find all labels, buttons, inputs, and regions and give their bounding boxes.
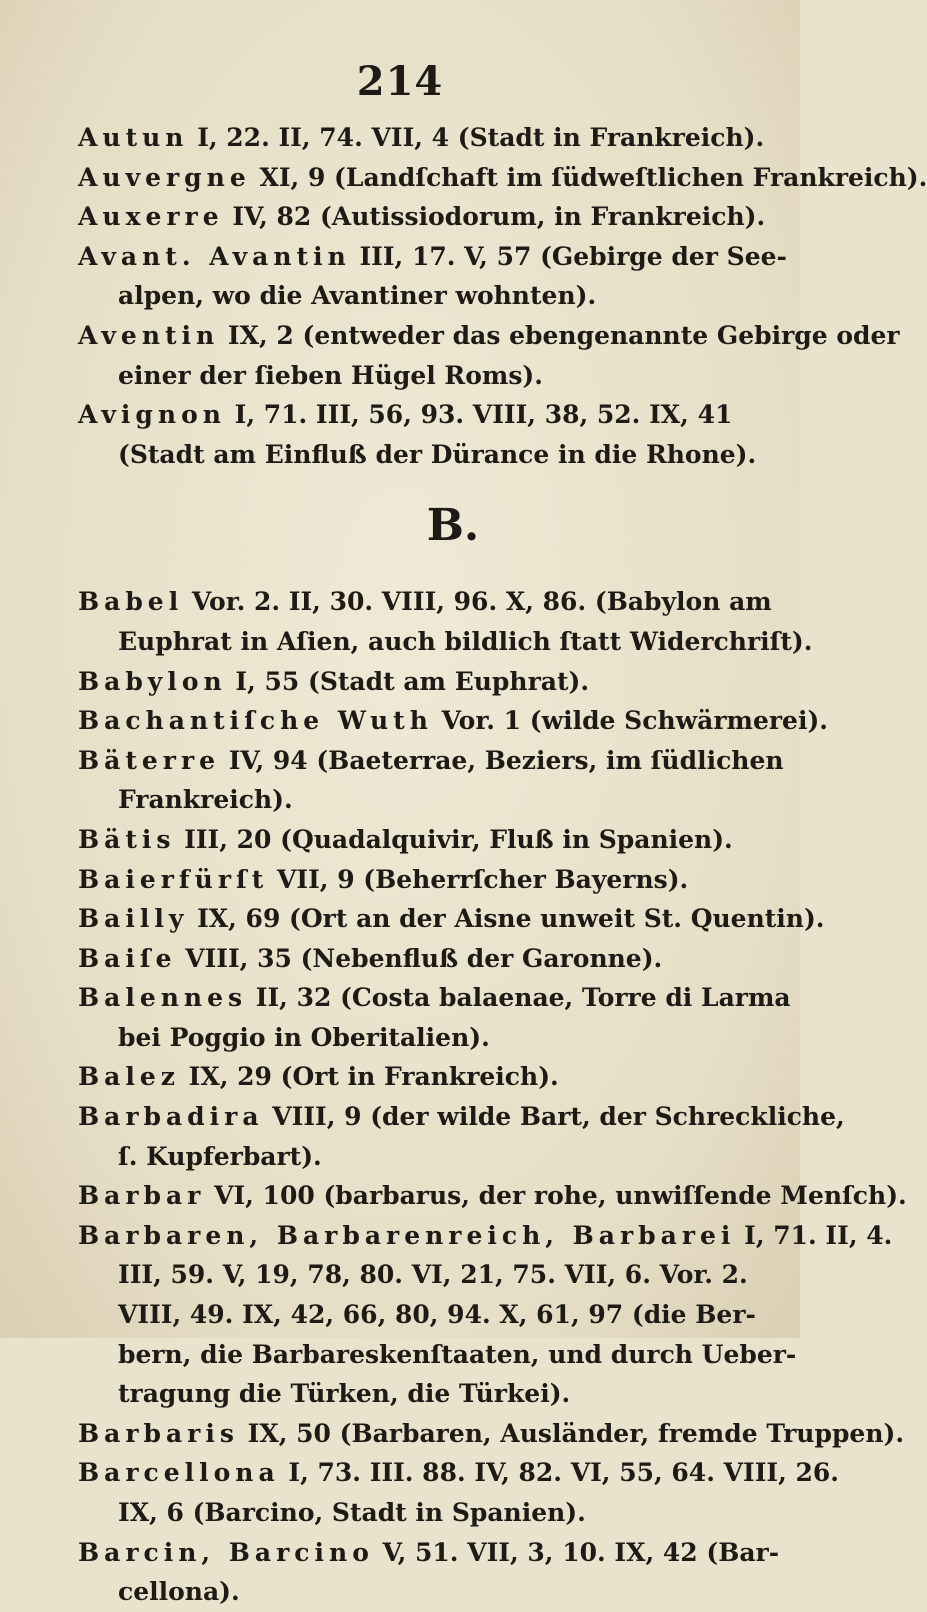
entry-headword: Avant. Avantin [78,241,351,271]
entry-headword: Auvergne [78,162,251,192]
entry-text: Vor. 2. II, 30. VIII, 96. X, 86. (Babylon am [183,587,772,617]
index-entry [78,820,768,860]
entry-headword: Babel [78,587,184,617]
entry-continuation: III, 59. V, 19, 78, 80. VI, 21, 75. VII, 6. Vor. 2. [118,1260,748,1290]
entry-text: I, 71. III, 56, 93. VIII, 38, 52. IX, 41 [225,400,733,430]
entry-headword: Barbadira [78,1102,264,1132]
entry-text: IV, 82 (Autissiodorum, in Frankreich). [223,202,766,232]
index-entry [78,939,768,979]
entry-text: III, 20 (Quadalquivir, Fluß in Spanien). [175,824,733,854]
index-entry [78,395,768,474]
index-entry [78,197,768,237]
entry-continuation: IX, 6 (Barcino, Stadt in Spanien). [118,1498,586,1527]
index-entry [78,701,828,741]
entry-headword: Baiſe [78,943,177,973]
entry-headword: Avignon [78,400,226,430]
entry-text: I, 22. II, 74. VII, 4 (Stadt in Frankreich). [188,123,765,152]
entry-headword: Autun [78,123,189,152]
entry-headword: Bailly [78,904,189,934]
entry-continuation: VIII, 49. IX, 42, 66, 80, 94. X, 61, 97 (die Ber- [118,1300,756,1330]
entries-a-section [78,118,927,474]
entry-continuation: cellona). [118,1577,240,1607]
entry-headword: Balennes [78,983,248,1013]
index-entry [78,1097,845,1176]
entry-headword: Bachantiſche Wuth [78,706,433,736]
entry-text: Vor. 1 (wilde Schwärmerei). [432,706,828,736]
entry-text: III, 17. V, 57 (Gebirge der See- [350,241,787,271]
entry-headword: Barcin, Barcino [78,1537,374,1567]
entry-text: I, 55 (Stadt am Euphrat). [226,666,590,696]
entry-headword: Balez [78,1062,180,1092]
index-entry [78,899,825,939]
entry-text: II, 32 (Costa balaenae, Torre di Larma [247,983,791,1013]
entry-headword: Baierfürſt [78,864,269,894]
entry-headword: Auxerre [78,202,224,232]
index-entry [78,741,784,820]
entry-text: IX, 2 (entweder das ebengenannte Gebirge oder [219,320,900,350]
entry-continuation: Euphrat in Aſien, auch bildlich ſtatt Widerchriſt). [118,626,813,656]
index-entry [78,582,813,661]
index-entry [78,1533,780,1612]
entry-headword: Bätis [78,824,176,854]
entry-continuation: Frankreich). [118,785,293,815]
entry-continuation: ſ. Kupferbart). [118,1141,322,1171]
index-entry [78,662,768,702]
entry-headword: Bäterre [78,745,221,775]
section-letter: B. [426,500,480,552]
entry-continuation: bern, die Barbareskenſtaaten, und durch Ueber- [118,1339,797,1369]
entry-headword: Barbaris [78,1418,239,1448]
entry-text: VII, 9 (Beherrſcher Bayerns). [268,864,689,894]
index-entry [78,1414,905,1454]
index-entry [78,1057,768,1097]
entry-headword: Aventin [78,320,220,350]
entry-text: V, 51. VII, 3, 10. IX, 42 (Bar- [373,1537,780,1567]
entry-headword: Babylon [78,666,227,696]
index-entry [78,1176,907,1216]
entries-b-section [78,582,907,1611]
entry-headword: Barcellona [78,1458,280,1488]
index-entry [78,978,791,1057]
index-entry [78,237,787,316]
index-entry [78,1216,893,1414]
entry-continuation: einer der ſieben Hügel Roms). [118,360,543,390]
entry-text: IV, 94 (Baeterrae, Beziers, im ſüdlichen [220,745,784,775]
entry-continuation: alpen, wo die Avantiner wohnten). [118,281,597,311]
entry-text: IX, 50 (Barbaren, Ausländer, fremde Truppen). [238,1418,905,1448]
index-entry [78,860,768,900]
entry-text: I, 73. III. 88. IV, 82. VI, 55, 64. VIII, 26. [279,1458,839,1488]
index-entry [78,316,900,395]
entry-text: IX, 29 (Ort in Frankreich). [179,1062,559,1092]
index-entry [78,1453,839,1532]
entry-text: VIII, 9 (der wilde Bart, der Schreckliche, [263,1102,845,1132]
entry-headword: Barbar [78,1181,206,1211]
entry-headword: Barbaren, Barbarenreich, Barbarei [78,1220,736,1250]
entry-text: VIII, 35 (Nebenfluß der Garonne). [176,943,663,973]
entry-text: VI, 100 (barbarus, der rohe, unwiſſende Menſch). [205,1181,907,1211]
entry-continuation: tragung die Türken, die Türkei). [118,1379,571,1409]
page-number: 214 [356,58,444,105]
index-entry [78,158,927,198]
index-body [78,118,927,1612]
entry-text: I, 71. II, 4. [735,1220,893,1250]
entry-continuation: (Stadt am Einfluß der Dürance in die Rhone). [118,439,757,469]
index-entry [78,118,768,158]
entry-text: IX, 69 (Ort an der Aisne unweit St. Quentin). [188,904,825,934]
entry-text: XI, 9 (Landſchaft im ſüdweſtlichen Frankreich). [250,162,927,192]
entry-continuation: bei Poggio in Oberitalien). [118,1022,490,1052]
